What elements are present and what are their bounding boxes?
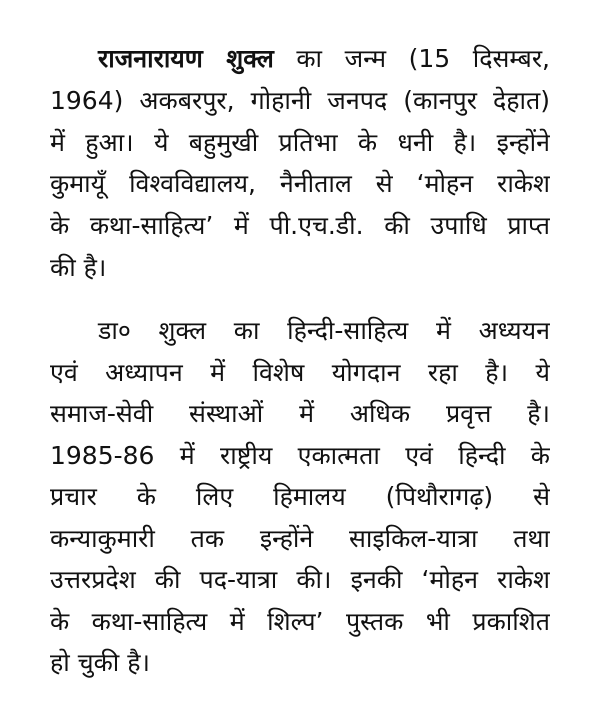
text-line: के कथा-साहित्य’ में पी.एच.डी. की उपाधि प्राप्त	[50, 211, 550, 241]
text-span: का जन्म (15 दिसम्बर,	[296, 44, 550, 73]
text-line: 1985-86 में राष्ट्रीय एकात्मता एवं हिन्दी के	[50, 440, 550, 470]
author-name: राजनारायण शुक्ल	[98, 44, 274, 73]
text-line: एवं अध्यापन में विशेष योगदान रहा है। ये	[50, 357, 550, 387]
text-line: समाज-सेवी संस्थाओं में अधिक प्रवृत्त है।	[50, 399, 550, 428]
text-line: की है।	[50, 252, 107, 282]
text-line: के कथा-साहित्य में शिल्प’ पुस्तक भी प्रकाशित	[50, 606, 550, 636]
text-line: हो चुकी है।	[50, 648, 150, 677]
biography-paragraph-2	[50, 310, 550, 684]
text-line: 1964) अकबरपुर, गोहानी जनपद (कानपुर देहात)	[50, 85, 550, 115]
text-line: कन्याकुमारी तक इन्होंने साइकिल-यात्रा तथा	[50, 523, 550, 553]
text-line	[50, 38, 550, 80]
text-line: प्रचार के लिए हिमालय (पिथौरागढ़) से	[50, 482, 550, 511]
text-line: डा० शुक्ल का हिन्दी-साहित्य में अध्ययन	[98, 316, 550, 345]
text-line: कुमायूँ विश्वविद्यालय, नैनीताल से ‘मोहन राकेश	[50, 169, 550, 199]
text-line: उत्तरप्रदेश की पद-यात्रा की। इनकी ‘मोहन राकेश	[50, 565, 550, 594]
text-line: में हुआ। ये बहुमुखी प्रतिभा के धनी है। इन्होंने	[50, 127, 550, 157]
biography-paragraph-1	[50, 38, 550, 289]
